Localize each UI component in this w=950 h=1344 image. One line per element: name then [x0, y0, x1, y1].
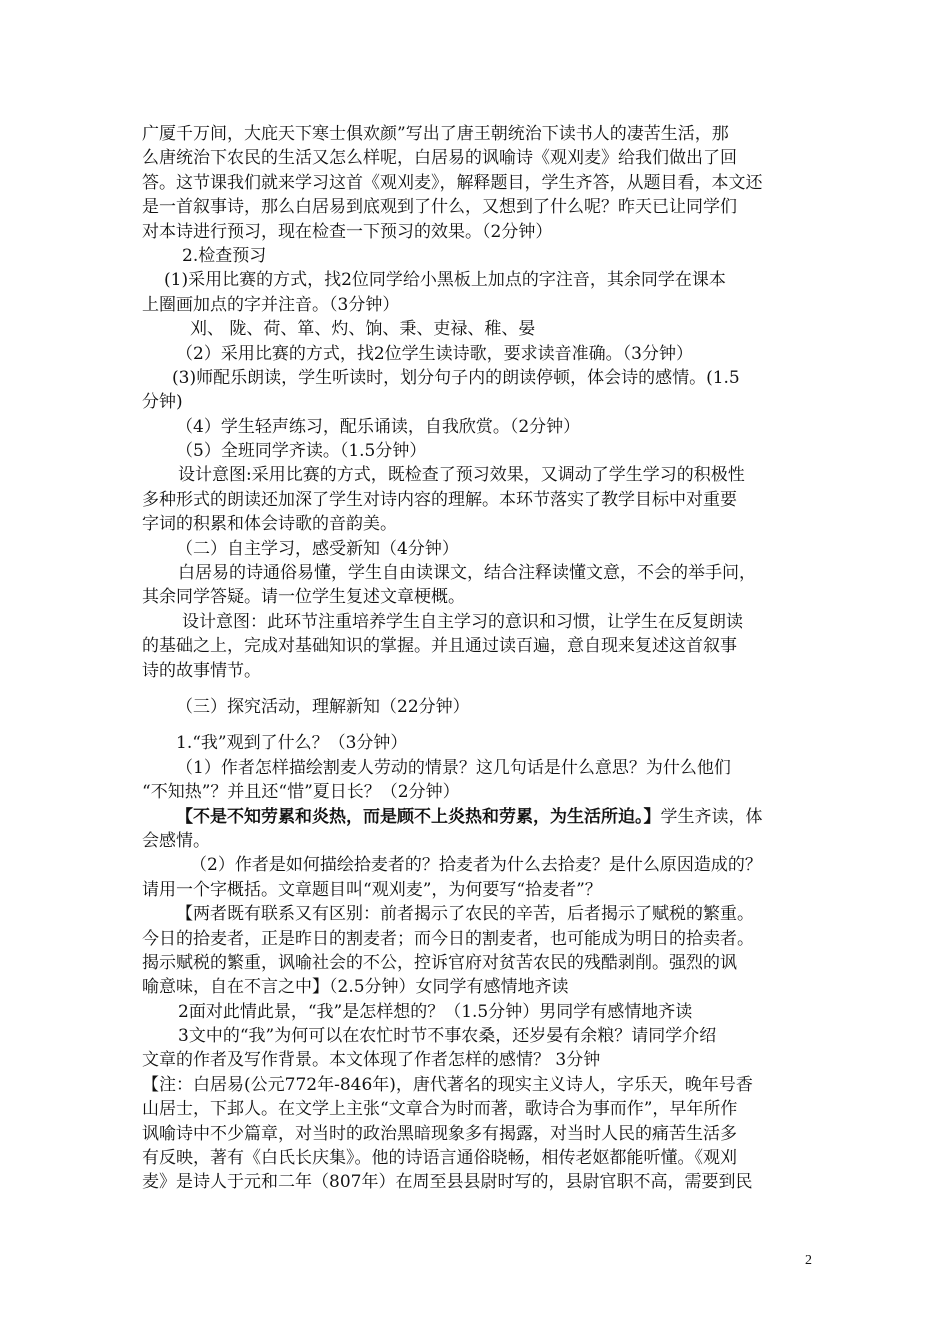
text-line	[142, 853, 822, 877]
text-line	[142, 171, 822, 195]
text-line	[142, 293, 822, 317]
line-text: 3文中的“我”为何可以在农忙时节不事农桑，还岁晏有余粮？请同学介绍	[178, 1026, 717, 1047]
text-line	[142, 1146, 822, 1170]
line-text: 【两者既有联系又有区别：前者揭示了农民的辛苦，后者揭示了赋税的繁重。	[176, 904, 754, 925]
line-text: （2）采用比赛的方式，找2位学生读诗歌，要求读音准确。（3分钟）	[176, 343, 693, 364]
text-line	[142, 1170, 822, 1194]
text-line	[142, 317, 822, 341]
line-text: 刈、 陇、荷、箪、灼、饷、秉、吏禄、稚、晏	[190, 319, 536, 340]
text-line	[142, 695, 822, 719]
line-text: (3)师配乐朗读，学生听读时，划分句子内的朗读停顿，体会诗的感情。(1.5	[172, 367, 740, 388]
text-line	[142, 366, 822, 390]
line-text: 白居易的诗通俗易懂，学生自由读课文，结合注释读懂文意，不会的举手问，	[178, 563, 756, 584]
line-text: （三）探究活动，理解新知（22分钟）	[176, 696, 470, 717]
line-text: 有反映，著有《白氏长庆集》。他的诗语言通俗晓畅，相传老妪都能听懂。《观刈	[142, 1148, 737, 1169]
line-text: 麦》是诗人于元和二年（807年）在周至县县尉时写的，县尉官职不高，需要到民	[142, 1172, 753, 1193]
line-text: 设计意图:采用比赛的方式，既检查了预习效果，又调动了学生学习的积极性	[178, 465, 745, 486]
text-line	[142, 244, 822, 268]
line-text: 揭示赋税的繁重，讽喻社会的不公，控诉官府对贫苦农民的残酷剥削。强烈的讽	[142, 952, 737, 973]
paragraph-gap	[142, 683, 822, 695]
line-text: 分钟)	[142, 392, 183, 413]
line-text: 其余同学答疑。请一位学生复述文章梗概。	[142, 587, 465, 608]
document-body	[142, 122, 822, 1195]
text-line	[142, 439, 822, 463]
text-line	[142, 512, 822, 536]
text-line	[142, 951, 822, 975]
line-text: 字词的积累和体会诗歌的音韵美。	[142, 514, 397, 535]
line-text: 请用一个字概括。文章题目叫“观刈麦”，为何要写“拾麦者”？	[142, 879, 602, 900]
text-line	[142, 780, 822, 804]
text-line	[142, 1024, 822, 1048]
text-line	[142, 1097, 822, 1121]
line-text: 【注：白居易(公元772年-846年)，唐代著名的现实主义诗人，字乐天，晚年号香	[142, 1074, 753, 1095]
text-line	[142, 1048, 822, 1072]
text-line	[142, 902, 822, 926]
text-line	[142, 659, 822, 683]
line-text: 是一首叙事诗，那么白居易到底观到了什么，又想到了什么呢？昨天已让同学们	[142, 197, 737, 218]
line-text: 山居士，下邽人。在文学上主张“文章合为时而著，歌诗合为事而作”，早年所作	[142, 1099, 738, 1120]
text-line	[142, 805, 822, 829]
line-text: （2）作者是如何描绘拾麦者的？拾麦者为什么去拾麦？是什么原因造成的？	[190, 855, 762, 876]
line-text: 对本诗进行预习，现在检查一下预习的效果。（2分钟）	[142, 221, 553, 242]
line-text: （4）学生轻声练习，配乐诵读，自我欣赏。（2分钟）	[176, 416, 581, 437]
text-line	[142, 731, 822, 755]
bold-answer-text: 【不是不知劳累和炎热，而是顾不上炎热和劳累，为生活所迫。】	[176, 806, 661, 827]
text-line	[142, 610, 822, 634]
text-line	[142, 927, 822, 951]
text-line	[142, 561, 822, 585]
text-line	[142, 390, 822, 414]
line-text: 会感情。	[142, 830, 210, 851]
text-line	[142, 268, 822, 292]
text-line	[142, 537, 822, 561]
line-text: 上圈画加点的字并注音。（3分钟）	[142, 294, 400, 315]
text-line	[142, 146, 822, 170]
text-line	[142, 415, 822, 439]
text-line	[142, 634, 822, 658]
text-line	[142, 1073, 822, 1097]
line-text: 的基础之上，完成对基础知识的掌握。并且通过读百遍，意自现来复述这首叙事	[142, 636, 737, 657]
line-text: （1）作者怎样描绘割麦人劳动的情景？这几句话是什么意思？为什么他们	[176, 757, 731, 778]
page-number: 2	[805, 1253, 812, 1268]
text-line	[142, 195, 822, 219]
line-text: 2面对此情此景，“我”是怎样想的？（1.5分钟）男同学有感情地齐读	[178, 1001, 693, 1022]
line-text: 2.检查预习	[182, 245, 267, 266]
text-line	[142, 756, 822, 780]
line-tail-text: 学生齐读，体	[660, 806, 763, 827]
text-line	[142, 122, 822, 146]
line-text: 今日的拾麦者，正是昨日的割麦者；而今日的割麦者，也可能成为明日的拾卖者。	[142, 928, 754, 949]
line-text: （5）全班同学齐读。（1.5分钟）	[176, 441, 427, 462]
text-line	[142, 878, 822, 902]
text-line	[142, 342, 822, 366]
text-line	[142, 1122, 822, 1146]
line-text: 诗的故事情节。	[142, 660, 261, 681]
line-text: 多种形式的朗读还加深了学生对诗内容的理解。本环节落实了教学目标中对重要	[142, 489, 737, 510]
line-text: 喻意味，自在不言之中】（2.5分钟）女同学有感情地齐读	[142, 977, 569, 998]
line-text: 讽喻诗中不少篇章，对当时的政治黑暗现象多有揭露，对当时人民的痛苦生活多	[142, 1123, 737, 1144]
line-text: “不知热”？并且还“惜”夏日长？（2分钟）	[142, 782, 460, 803]
text-line	[142, 488, 822, 512]
line-text: 文章的作者及写作背景。本文体现了作者怎样的感情？ 3分钟	[142, 1050, 601, 1071]
line-text: 么唐统治下农民的生活又怎么样呢，白居易的讽喻诗《观刈麦》给我们做出了回	[142, 148, 737, 169]
line-text: 广厦千万间，大庇天下寒士俱欢颜”写出了唐王朝统治下读书人的凄苦生活，那	[142, 124, 729, 144]
text-line	[142, 463, 822, 487]
line-text: 设计意图：此环节注重培养学生自主学习的意识和习惯，让学生在反复朗读	[182, 611, 743, 632]
line-text: (1)采用比赛的方式，找2位同学给小黑板上加点的字注音，其余同学在课本	[164, 270, 726, 291]
line-text: 1.“我”观到了什么？（3分钟）	[176, 733, 408, 754]
text-line	[142, 220, 822, 244]
text-line	[142, 585, 822, 609]
paragraph-gap	[142, 719, 822, 731]
line-text: 答。这节课我们就来学习这首《观刈麦》，解释题目，学生齐答，从题目看，本文还	[142, 172, 763, 193]
text-line	[142, 829, 822, 853]
line-text: （二）自主学习，感受新知（4分钟）	[176, 538, 459, 559]
text-line	[142, 1000, 822, 1024]
text-line	[142, 975, 822, 999]
